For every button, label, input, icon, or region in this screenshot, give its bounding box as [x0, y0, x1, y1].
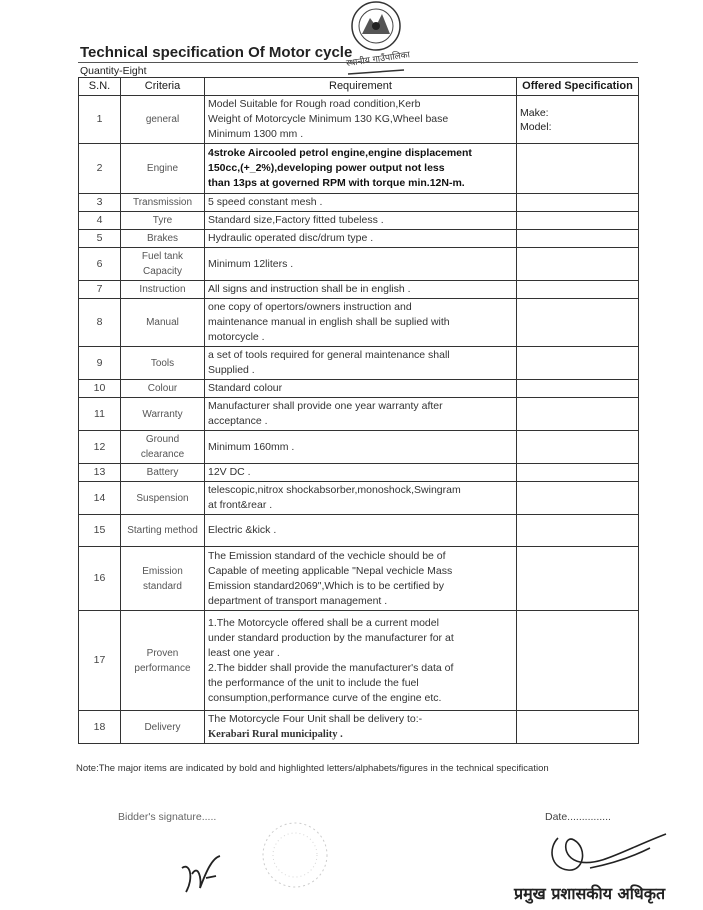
cell-criteria: Manual: [121, 299, 205, 347]
requirement-line: The Emission standard of the vechicle should be of: [208, 549, 446, 562]
cell-offered: [517, 515, 639, 547]
cell-requirement: [205, 398, 517, 431]
requirement-line: at front&rear .: [208, 499, 273, 511]
officer-signature-mark: [540, 828, 680, 883]
requirement-line: Kerabari Rural municipality .: [208, 729, 343, 740]
requirement-line: 4stroke Aircooled petrol engine,engine displacement: [208, 147, 472, 159]
table-row: [79, 711, 639, 744]
table-row: [79, 380, 639, 398]
requirement-line: All signs and instruction shall be in english .: [208, 283, 411, 295]
page-title: Technical specification Of Motor cycle: [80, 44, 353, 61]
table-row: [79, 212, 639, 230]
cell-criteria: Suspension: [121, 482, 205, 515]
table-row: [79, 144, 639, 194]
cell-sn: 9: [79, 347, 121, 380]
cell-sn: 16: [79, 547, 121, 611]
requirement-line: Hydraulic operated disc/drum type .: [208, 232, 374, 244]
requirement-line: one copy of opertors/owners instruction and: [208, 301, 412, 313]
cell-requirement: [205, 248, 517, 281]
requirement-line: the performance of the unit to include the fuel: [208, 676, 419, 689]
cell-offered: [517, 281, 639, 299]
cell-requirement: [205, 96, 517, 144]
cell-criteria: Ground clearance: [121, 431, 205, 464]
table-row: [79, 347, 639, 380]
cell-requirement: [205, 380, 517, 398]
requirement-line: Minimum 12liters .: [208, 257, 294, 270]
cell-sn: 17: [79, 611, 121, 711]
cell-sn: 12: [79, 431, 121, 464]
cell-offered: [517, 230, 639, 248]
cell-offered: [517, 380, 639, 398]
cell-criteria: Instruction: [121, 281, 205, 299]
offered-make-label: Make:: [520, 106, 549, 119]
table-header-row: [79, 78, 639, 96]
cell-requirement: [205, 347, 517, 380]
requirement-line: Emission standard2069",Which is to be certified by: [208, 579, 445, 592]
cell-sn: 3: [79, 194, 121, 212]
cell-requirement: [205, 212, 517, 230]
requirement-line: Minimum 1300 mm .: [208, 128, 304, 140]
cell-criteria: Brakes: [121, 230, 205, 248]
cell-sn: 15: [79, 515, 121, 547]
table-row: [79, 194, 639, 212]
cell-requirement: [205, 547, 517, 611]
cell-sn: 2: [79, 144, 121, 194]
cell-requirement: [205, 431, 517, 464]
table-row: [79, 464, 639, 482]
requirement-line: Manufacturer shall provide one year warranty after: [208, 400, 443, 412]
cell-offered: [517, 398, 639, 431]
cell-sn: 13: [79, 464, 121, 482]
requirement-line: motorcycle .: [208, 331, 265, 343]
requirement-line: acceptance .: [208, 415, 268, 427]
cell-criteria: Battery: [121, 464, 205, 482]
cell-requirement: [205, 144, 517, 194]
cell-criteria: Emission standard: [121, 547, 205, 611]
requirement-line: Standard size,Factory fitted tubeless .: [208, 214, 384, 226]
requirement-line: 1.The Motorcycle offered shall be a current model: [208, 616, 439, 629]
cell-offered: [517, 347, 639, 380]
cell-offered: [517, 96, 639, 144]
cell-requirement: [205, 611, 517, 711]
requirement-line: Model Suitable for Rough road condition,Kerb: [208, 98, 421, 110]
table-row: [79, 482, 639, 515]
requirement-line: a set of tools required for general maintenance shall: [208, 349, 450, 361]
requirement-line: least one year .: [208, 646, 280, 659]
table-row: [79, 281, 639, 299]
header-requirement: Requirement: [205, 78, 517, 96]
cell-sn: 14: [79, 482, 121, 515]
cell-requirement: [205, 230, 517, 248]
cell-criteria: Colour: [121, 380, 205, 398]
cell-requirement: [205, 194, 517, 212]
cell-sn: 18: [79, 711, 121, 744]
requirement-line: Standard colour: [208, 382, 283, 394]
requirement-line: Minimum 160mm .: [208, 440, 295, 453]
cell-sn: 1: [79, 96, 121, 144]
requirement-line: maintenance manual in english shall be suplied with: [208, 316, 450, 328]
date-label: Date...............: [545, 811, 611, 823]
table-row: [79, 96, 639, 144]
cell-offered: [517, 611, 639, 711]
table-row: [79, 515, 639, 547]
bidder-signature-mark: [176, 848, 236, 898]
table-row: [79, 248, 639, 281]
cell-requirement: [205, 299, 517, 347]
header-offered: Offered Specification: [517, 78, 639, 96]
footnote: Note:The major items are indicated by bold and highlighted letters/alphabets/figures in the technical specification: [76, 763, 549, 774]
seal-text: स्थानीय गाउँपालिका: [345, 50, 411, 70]
requirement-line: Supplied .: [208, 364, 255, 376]
requirement-line: telescopic,nitrox shockabsorber,monoshock,Swingram: [208, 484, 461, 496]
cell-criteria: Starting method: [121, 515, 205, 547]
cell-sn: 4: [79, 212, 121, 230]
quantity-label: Quantity-Eight: [80, 65, 147, 77]
cell-sn: 5: [79, 230, 121, 248]
requirement-line: Weight of Motorcycle Minimum 130 KG,Wheel base: [208, 113, 449, 125]
cell-criteria: general: [121, 96, 205, 144]
cell-criteria: Delivery: [121, 711, 205, 744]
cell-sn: 11: [79, 398, 121, 431]
table-row: [79, 230, 639, 248]
requirement-line: 5 speed constant mesh .: [208, 196, 323, 208]
specification-table: [78, 77, 639, 744]
cell-sn: 6: [79, 248, 121, 281]
cell-offered: [517, 194, 639, 212]
cell-sn: 8: [79, 299, 121, 347]
cell-sn: 7: [79, 281, 121, 299]
cell-criteria: Transmission: [121, 194, 205, 212]
cell-criteria: Warranty: [121, 398, 205, 431]
requirement-line: consumption,performance curve of the engine etc.: [208, 691, 442, 704]
cell-offered: [517, 464, 639, 482]
requirement-line: Capable of meeting applicable "Nepal vechicle Mass: [208, 564, 453, 577]
cell-offered: [517, 248, 639, 281]
offered-model-label: Model:: [520, 120, 552, 133]
cell-criteria: Proven performance: [121, 611, 205, 711]
cell-offered: [517, 144, 639, 194]
table-row: [79, 398, 639, 431]
requirement-line: department of transport management .: [208, 594, 388, 607]
table-row: [79, 431, 639, 464]
table-row: [79, 299, 639, 347]
cell-offered: [517, 431, 639, 464]
cell-offered: [517, 299, 639, 347]
cell-offered: [517, 212, 639, 230]
cell-criteria: Fuel tank Capacity: [121, 248, 205, 281]
cell-criteria: Engine: [121, 144, 205, 194]
requirement-line: than 13ps at governed RPM with torque min.12N-m.: [208, 177, 465, 189]
municipality-seal: [328, 0, 424, 80]
cell-offered: [517, 482, 639, 515]
cell-criteria: Tools: [121, 347, 205, 380]
requirement-line: under standard production by the manufacturer for at: [208, 631, 454, 644]
cell-sn: 10: [79, 380, 121, 398]
cell-offered: [517, 711, 639, 744]
cell-requirement: [205, 482, 517, 515]
cell-offered: [517, 547, 639, 611]
cell-requirement: [205, 281, 517, 299]
header-criteria: Criteria: [121, 78, 205, 96]
cell-requirement: [205, 464, 517, 482]
table-row: [79, 547, 639, 611]
requirement-line: The Motorcycle Four Unit shall be delivery to:-: [208, 713, 423, 725]
title-underline: [78, 62, 638, 63]
requirement-line: Electric &kick .: [208, 524, 277, 536]
bidder-signature-label: Bidder's signature.....: [118, 811, 217, 823]
table-row: [79, 611, 639, 711]
header-sn: S.N.: [79, 78, 121, 96]
cell-criteria: Tyre: [121, 212, 205, 230]
cell-requirement: [205, 711, 517, 744]
officer-title: प्रमुख प्रशासकीय अधिकृत: [514, 884, 666, 903]
requirement-line: 12V DC .: [208, 466, 251, 478]
faded-stamp: [255, 810, 335, 900]
requirement-line: 2.The bidder shall provide the manufacturer's data of: [208, 661, 454, 674]
cell-requirement: [205, 515, 517, 547]
requirement-line: 150cc,(+_2%),developing power output not less: [208, 162, 445, 174]
